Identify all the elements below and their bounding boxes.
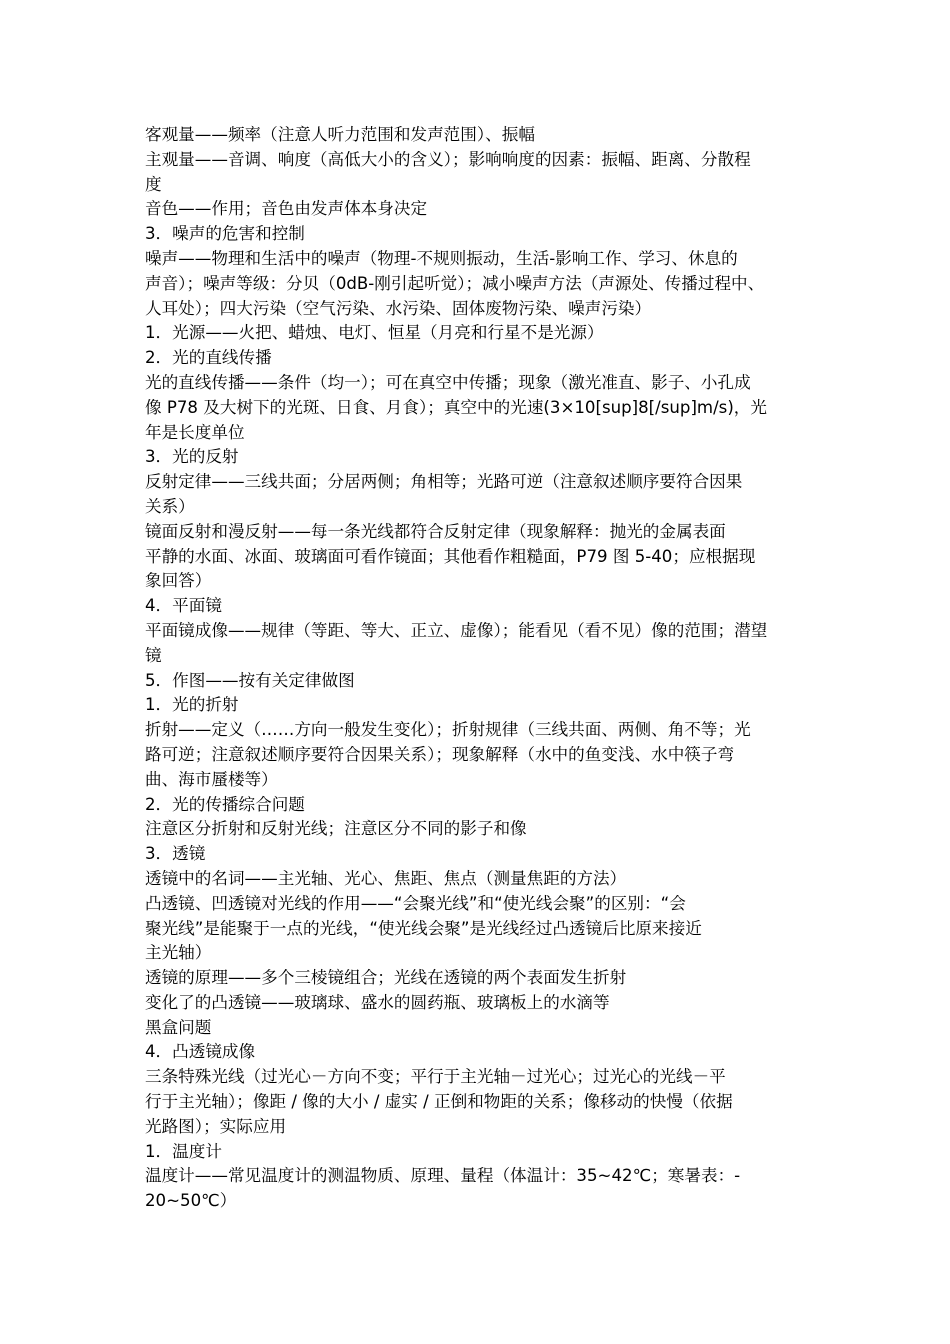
text-line: 镜面反射和漫反射——每一条光线都符合反射定律（现象解释：抛光的金属表面 — [145, 521, 726, 541]
section-heading: 3．噪声的危害和控制 — [145, 224, 305, 244]
text-line: 度 — [145, 174, 162, 194]
section-heading: 1．光的折射 — [145, 695, 239, 715]
section-heading: 1．光源——火把、蜡烛、电灯、恒星（月亮和行星不是光源） — [145, 323, 604, 343]
text-line: 年是长度单位 — [145, 422, 245, 442]
text-line: 象回答） — [145, 571, 212, 591]
text-line: 人耳处）；四大污染（空气污染、水污染、固体废物污染、噪声污染） — [145, 298, 652, 318]
text-line: 噪声——物理和生活中的噪声（物理-不规则振动，生活-影响工作、学习、休息的 — [145, 248, 738, 268]
document-body — [145, 123, 810, 1214]
text-line: 声音）；噪声等级：分贝（0dB-刚引起听觉）；减小噪声方法（声源处、传播过程中、 — [145, 273, 765, 293]
text-line: 光路图）；实际应用 — [145, 1116, 287, 1136]
text-line: 行于主光轴）；像距 / 像的大小 / 虚实 / 正倒和物距的关系；像移动的快慢（依据 — [145, 1092, 733, 1112]
text-line: 主观量——音调、响度（高低大小的含义）；影响响度的因素：振幅、距离、分散程 — [145, 149, 751, 169]
text-line: 镜 — [145, 645, 162, 665]
section-heading: 4．凸透镜成像 — [145, 1042, 256, 1062]
text-line: 路可逆；注意叙述顺序要符合因果关系）；现象解释（水中的鱼变浅、水中筷子弯 — [145, 744, 735, 764]
text-line: 聚光线”是能聚于一点的光线，“使光线会聚”是光线经过凸透镜后比原来接近 — [145, 918, 702, 938]
section-heading: 4．平面镜 — [145, 596, 222, 616]
text-line: 平静的水面、冰面、玻璃面可看作镜面；其他看作粗糙面，P79 图 5-40；应根据现 — [145, 546, 756, 566]
text-line: 主光轴） — [145, 943, 212, 963]
text-line: 客观量——频率（注意人听力范围和发声范围）、振幅 — [145, 125, 535, 144]
section-heading: 3．光的反射 — [145, 447, 239, 467]
text-line: 透镜的原理——多个三棱镜组合；光线在透镜的两个表面发生折射 — [145, 968, 627, 988]
text-line: 曲、海市蜃楼等） — [145, 769, 278, 789]
section-heading: 2．光的传播综合问题 — [145, 794, 305, 814]
text-line: 光的直线传播——条件（均一）；可在真空中传播；现象（激光准直、影子、小孔成 — [145, 372, 751, 392]
text-line: 透镜中的名词——主光轴、光心、焦距、焦点（测量焦距的方法） — [145, 868, 627, 888]
text-line: 温度计——常见温度计的测温物质、原理、量程（体温计：35~42℃；寒暑表：- — [145, 1166, 741, 1186]
text-line: 黑盒问题 — [145, 1017, 212, 1037]
text-line: 折射——定义（……方向一般发生变化）；折射规律（三线共面、两侧、角不等；光 — [145, 720, 751, 740]
section-heading: 1．温度计 — [145, 1141, 222, 1161]
text-line: 20~50℃） — [145, 1191, 237, 1211]
text-line: 注意区分折射和反射光线；注意区分不同的影子和像 — [145, 819, 527, 839]
text-line: 平面镜成像——规律（等距、等大、正立、虚像）；能看见（看不见）像的范围；潜望 — [145, 620, 768, 640]
text-line: 变化了的凸透镜——玻璃球、盛水的圆药瓶、玻璃板上的水滴等 — [145, 992, 610, 1012]
text-line: 关系） — [145, 496, 195, 516]
section-heading: 2．光的直线传播 — [145, 348, 272, 368]
section-heading: 5．作图——按有关定律做图 — [145, 670, 355, 690]
section-heading: 3．透镜 — [145, 844, 206, 864]
text-line: 音色——作用；音色由发声体本身决定 — [145, 199, 428, 219]
text-line: 像 P78 及大树下的光斑、日食、月食）；真空中的光速(3×10[sup]8[/sup]m/s)，光 — [145, 397, 767, 417]
text-line: 凸透镜、凹透镜对光线的作用——“会聚光线”和“使光线会聚”的区别：“会 — [145, 893, 686, 913]
text-line: 三条特殊光线（过光心－方向不变；平行于主光轴－过光心；过光心的光线－平 — [145, 1067, 726, 1087]
text-line: 反射定律——三线共面；分居两侧；角相等；光路可逆（注意叙述顺序要符合因果 — [145, 472, 743, 492]
